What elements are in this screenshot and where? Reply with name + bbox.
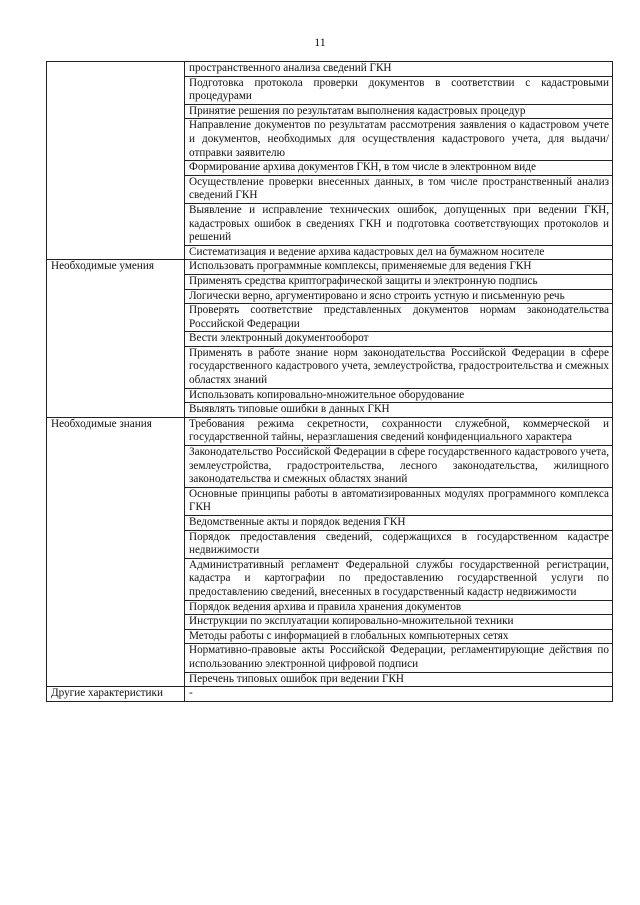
requirement-item: Порядок ведения архива и правила хранения документов (185, 600, 613, 615)
requirement-item: Подготовка протокола проверки документов в соответствии с кадастровыми процедурами (185, 76, 613, 104)
section-label-blank (47, 76, 185, 104)
section-label-blank (47, 615, 185, 630)
table-row (47, 332, 613, 347)
section-label: Другие характеристики (47, 687, 185, 702)
table-row (47, 119, 613, 161)
table-row (47, 274, 613, 289)
table-row (47, 161, 613, 176)
table-row (47, 104, 613, 119)
table-row (47, 76, 613, 104)
table-row (47, 530, 613, 558)
section-label-blank (47, 600, 185, 615)
requirement-item: Административный регламент Федеральной службы государственной регистрации, кадастра и картографии по предоставлению государственной услуги по предоставлению сведений, внесенных в государственный кадастр недвижимости (185, 558, 613, 600)
table-row (47, 558, 613, 600)
requirement-item: Перечень типовых ошибок при ведении ГКН (185, 672, 613, 687)
section-label-blank (47, 274, 185, 289)
requirement-item: Применять в работе знание норм законодательства Российской Федерации в сфере государственного кадастрового учета, землеустройства, градостроительства и смежных областях знаний (185, 346, 613, 388)
requirement-item: Применять средства криптографической защиты и электронную подпись (185, 274, 613, 289)
section-label-blank (47, 644, 185, 672)
section-label-blank (47, 203, 185, 245)
section-label-blank (47, 516, 185, 531)
section-label-blank (47, 175, 185, 203)
table-row (47, 203, 613, 245)
requirement-item: Проверять соответствие представленных документов нормам законодательства Российской Федерации (185, 304, 613, 332)
section-label-blank (47, 304, 185, 332)
section-label-blank (47, 530, 185, 558)
table-row (47, 600, 613, 615)
section-label-blank (47, 346, 185, 388)
requirement-item: - (185, 687, 613, 702)
section-label: Необходимые знания (47, 417, 185, 445)
requirement-item: Порядок предоставления сведений, содержащихся в государственном кадастре недвижимости (185, 530, 613, 558)
requirement-item: Нормативно-правовые акты Российской Федерации, регламентирующие действия по использованию электронной цифровой подписи (185, 644, 613, 672)
requirement-item: Систематизация и ведение архива кадастровых дел на бумажном носителе (185, 245, 613, 260)
requirement-item: Основные принципы работы в автоматизированных модулях программного комплекса ГКН (185, 487, 613, 515)
table-row (47, 516, 613, 531)
requirement-item: Выявление и исправление технических ошибок, допущенных при ведении ГКН, кадастровых ошибок в сведениях ГКН и подготовка соответствующих протоколов и решений (185, 203, 613, 245)
section-label-blank (47, 245, 185, 260)
requirement-item: Осуществление проверки внесенных данных, в том числе пространственный анализ сведений ГКН (185, 175, 613, 203)
table-row (47, 487, 613, 515)
requirement-item: пространственного анализа сведений ГКН (185, 62, 613, 77)
requirement-item: Инструкции по эксплуатации копировально-множительной техники (185, 615, 613, 630)
table-row (47, 245, 613, 260)
requirement-item: Ведомственные акты и порядок ведения ГКН (185, 516, 613, 531)
page-number: 11 (314, 35, 326, 49)
requirement-item: Законодательство Российской Федерации в сфере государственного кадастрового учета, землеустройства, градостроительства, лесного законодательства, жилищного законодательства и смежных областях знаний (185, 446, 613, 488)
table-row (47, 289, 613, 304)
section-label-blank (47, 119, 185, 161)
table-row (47, 644, 613, 672)
section-label-blank (47, 161, 185, 176)
table-row (47, 687, 613, 702)
requirement-item: Вести электронный документооборот (185, 332, 613, 347)
table-row (47, 403, 613, 418)
section-label-blank (47, 672, 185, 687)
section-label: Необходимые умения (47, 260, 185, 275)
table-row (47, 615, 613, 630)
table-row (47, 304, 613, 332)
table-row (47, 446, 613, 488)
section-label-blank (47, 558, 185, 600)
requirement-item: Использовать программные комплексы, применяемые для ведения ГКН (185, 260, 613, 275)
requirement-item: Методы работы с информацией в глобальных компьютерных сетях (185, 629, 613, 644)
section-label-blank (47, 403, 185, 418)
table-row (47, 629, 613, 644)
table-row (47, 417, 613, 445)
table-row (47, 346, 613, 388)
requirement-item: Направление документов по результатам рассмотрения заявления о кадастровом учете и документов, необходимых для осуществления кадастрового учета, для выдачи/отправки заявителю (185, 119, 613, 161)
table-row (47, 260, 613, 275)
section-label-blank (47, 289, 185, 304)
section-label-blank (47, 446, 185, 488)
table-row (47, 62, 613, 77)
section-label-blank (47, 332, 185, 347)
requirement-item: Требования режима секретности, сохранности служебной, коммерческой и государственной тайны, неразглашения сведений конфиденциального характера (185, 417, 613, 445)
table-row (47, 175, 613, 203)
section-label-blank (47, 388, 185, 403)
table-row (47, 388, 613, 403)
requirement-item: Использовать копировально-множительное оборудование (185, 388, 613, 403)
requirement-item: Принятие решения по результатам выполнения кадастровых процедур (185, 104, 613, 119)
requirement-item: Логически верно, аргументировано и ясно строить устную и письменную речь (185, 289, 613, 304)
requirement-item: Выявлять типовые ошибки в данных ГКН (185, 403, 613, 418)
section-label-blank (47, 629, 185, 644)
section-label-blank (47, 104, 185, 119)
table-row (47, 672, 613, 687)
section-label-blank (47, 62, 185, 77)
section-label-blank (47, 487, 185, 515)
requirement-item: Формирование архива документов ГКН, в том числе в электронном виде (185, 161, 613, 176)
requirements-table (46, 61, 613, 702)
requirements-table-body (47, 62, 613, 702)
